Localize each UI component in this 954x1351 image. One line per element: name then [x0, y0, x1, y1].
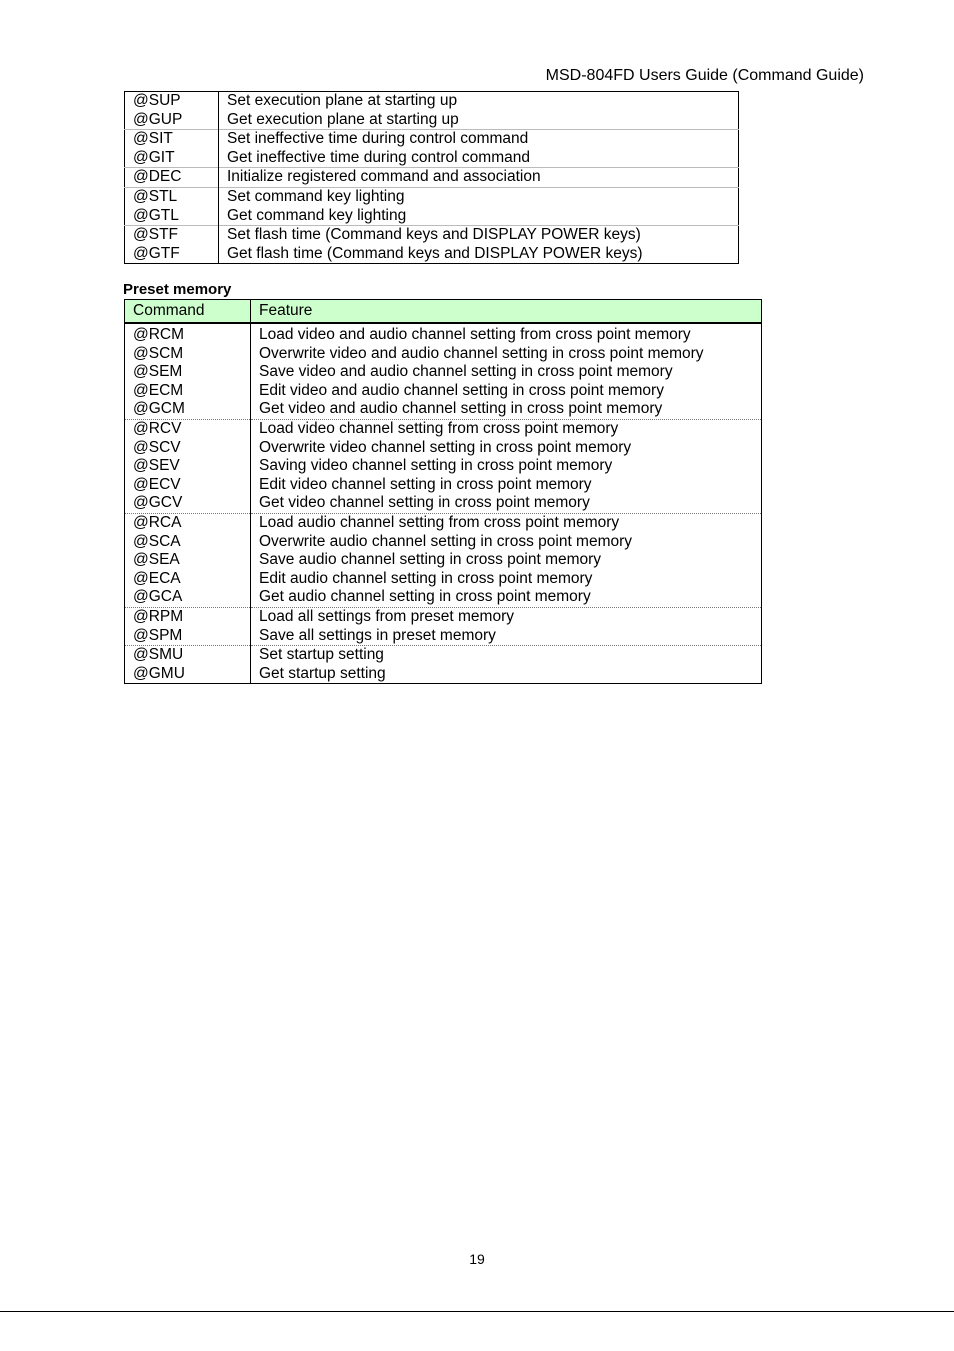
- table-row: [125, 187, 739, 225]
- command-cell: [125, 607, 251, 645]
- table-row: [125, 130, 739, 168]
- command-cell: [125, 92, 219, 130]
- command-code: @SPM: [133, 626, 183, 644]
- feature-description: Edit video and audio channel setting in cross point memory: [259, 381, 664, 399]
- table-row: [125, 513, 762, 607]
- feature-description: Load all settings from preset memory: [259, 607, 514, 625]
- command-cell: [125, 513, 251, 607]
- command-table-continued: [124, 91, 739, 264]
- table-row: [125, 92, 739, 130]
- command-code: @GCM: [133, 400, 185, 418]
- feature-cell: [251, 419, 762, 513]
- command-code: @SCV: [133, 438, 181, 456]
- feature-description: Set startup setting: [259, 646, 384, 664]
- command-code: @GCA: [133, 588, 183, 606]
- feature-description: Overwrite video channel setting in cross point memory: [259, 438, 632, 456]
- command-code: @SEM: [133, 363, 183, 381]
- feature-description: Get startup setting: [259, 664, 386, 682]
- feature-description: Set execution plane at starting up: [227, 92, 458, 109]
- command-code: @RPM: [133, 607, 184, 625]
- table-row: [125, 607, 762, 645]
- command-code: @SMU: [133, 646, 184, 664]
- column-header-feature: Feature: [251, 300, 762, 324]
- column-header-command: Command: [125, 300, 251, 324]
- feature-cell: [251, 323, 762, 419]
- table-row: [125, 226, 739, 264]
- feature-cell: [219, 130, 739, 168]
- feature-description: Load video and audio channel setting from cross point memory: [259, 326, 691, 343]
- table-row: [125, 419, 762, 513]
- command-code: @ECM: [133, 381, 184, 399]
- command-code: @STL: [133, 187, 178, 205]
- command-table-body: [125, 92, 739, 264]
- command-code: @GMU: [133, 664, 185, 682]
- feature-description: Save video and audio channel setting in cross point memory: [259, 363, 673, 381]
- command-code: @SEV: [133, 457, 180, 475]
- table-row: [125, 323, 762, 419]
- feature-description: Get command key lighting: [227, 206, 407, 224]
- command-code: @DEC: [133, 168, 182, 186]
- page-header: MSD-804FD Users Guide (Command Guide): [545, 67, 864, 84]
- feature-description: Load video channel setting from cross point memory: [259, 419, 619, 437]
- feature-description: Get video channel setting in cross point memory: [259, 494, 590, 512]
- command-cell: [125, 130, 219, 168]
- command-cell: [125, 187, 219, 225]
- command-code: @GTL: [133, 206, 179, 224]
- command-code: @GTF: [133, 244, 180, 262]
- command-cell: [125, 646, 251, 684]
- command-code: @ECV: [133, 475, 181, 493]
- command-code: @SUP: [133, 92, 181, 109]
- feature-description: Get ineffective time during control command: [227, 148, 530, 166]
- command-code: @SCM: [133, 344, 184, 362]
- command-code: @RCA: [133, 513, 182, 531]
- page-number: 19: [469, 1251, 485, 1267]
- feature-description: Initialize registered command and association: [227, 168, 541, 186]
- feature-cell: [251, 513, 762, 607]
- feature-cell: [219, 92, 739, 130]
- table-row: [125, 168, 739, 188]
- feature-description: Set flash time (Command keys and DISPLAY POWER keys): [227, 226, 641, 244]
- feature-description: Saving video channel setting in cross point memory: [259, 457, 613, 475]
- feature-description: Get audio channel setting in cross point memory: [259, 588, 591, 606]
- feature-cell: [251, 646, 762, 684]
- feature-description: Set command key lighting: [227, 187, 405, 205]
- preset-memory-table: [124, 299, 762, 684]
- command-cell: [125, 419, 251, 513]
- section-title: Preset memory: [123, 281, 232, 298]
- feature-description: Get flash time (Command keys and DISPLAY POWER keys): [227, 244, 643, 262]
- command-code: @SEA: [133, 551, 180, 569]
- command-code: @RCV: [133, 419, 182, 437]
- feature-description: Save all settings in preset memory: [259, 626, 496, 644]
- feature-description: Overwrite video and audio channel setting in cross point memory: [259, 344, 704, 362]
- command-code: @SIT: [133, 130, 173, 148]
- feature-description: Overwrite audio channel setting in cross point memory: [259, 532, 633, 550]
- command-code: @GUP: [133, 110, 183, 128]
- feature-description: Edit audio channel setting in cross point memory: [259, 569, 593, 587]
- command-cell: [125, 168, 219, 188]
- command-code: @GIT: [133, 148, 175, 166]
- command-code: @GCV: [133, 494, 183, 512]
- table-row: [125, 646, 762, 684]
- command-code: @STF: [133, 226, 179, 244]
- command-cell: [125, 323, 251, 419]
- feature-description: Edit video channel setting in cross point memory: [259, 475, 592, 493]
- feature-cell: [219, 187, 739, 225]
- command-code: @SCA: [133, 532, 181, 550]
- feature-description: Set ineffective time during control command: [227, 130, 529, 148]
- command-cell: [125, 226, 219, 264]
- table-header: [125, 300, 762, 324]
- feature-cell: [219, 226, 739, 264]
- command-code: @ECA: [133, 569, 181, 587]
- feature-description: Save audio channel setting in cross point memory: [259, 551, 602, 569]
- preset-table-body: [125, 323, 762, 684]
- header-row: [125, 300, 762, 324]
- feature-cell: [251, 607, 762, 645]
- footer-divider: [0, 1311, 954, 1312]
- command-code: @RCM: [133, 326, 185, 343]
- feature-description: Get video and audio channel setting in cross point memory: [259, 400, 663, 418]
- feature-description: Get execution plane at starting up: [227, 110, 459, 128]
- feature-description: Load audio channel setting from cross point memory: [259, 513, 620, 531]
- feature-cell: [219, 168, 739, 188]
